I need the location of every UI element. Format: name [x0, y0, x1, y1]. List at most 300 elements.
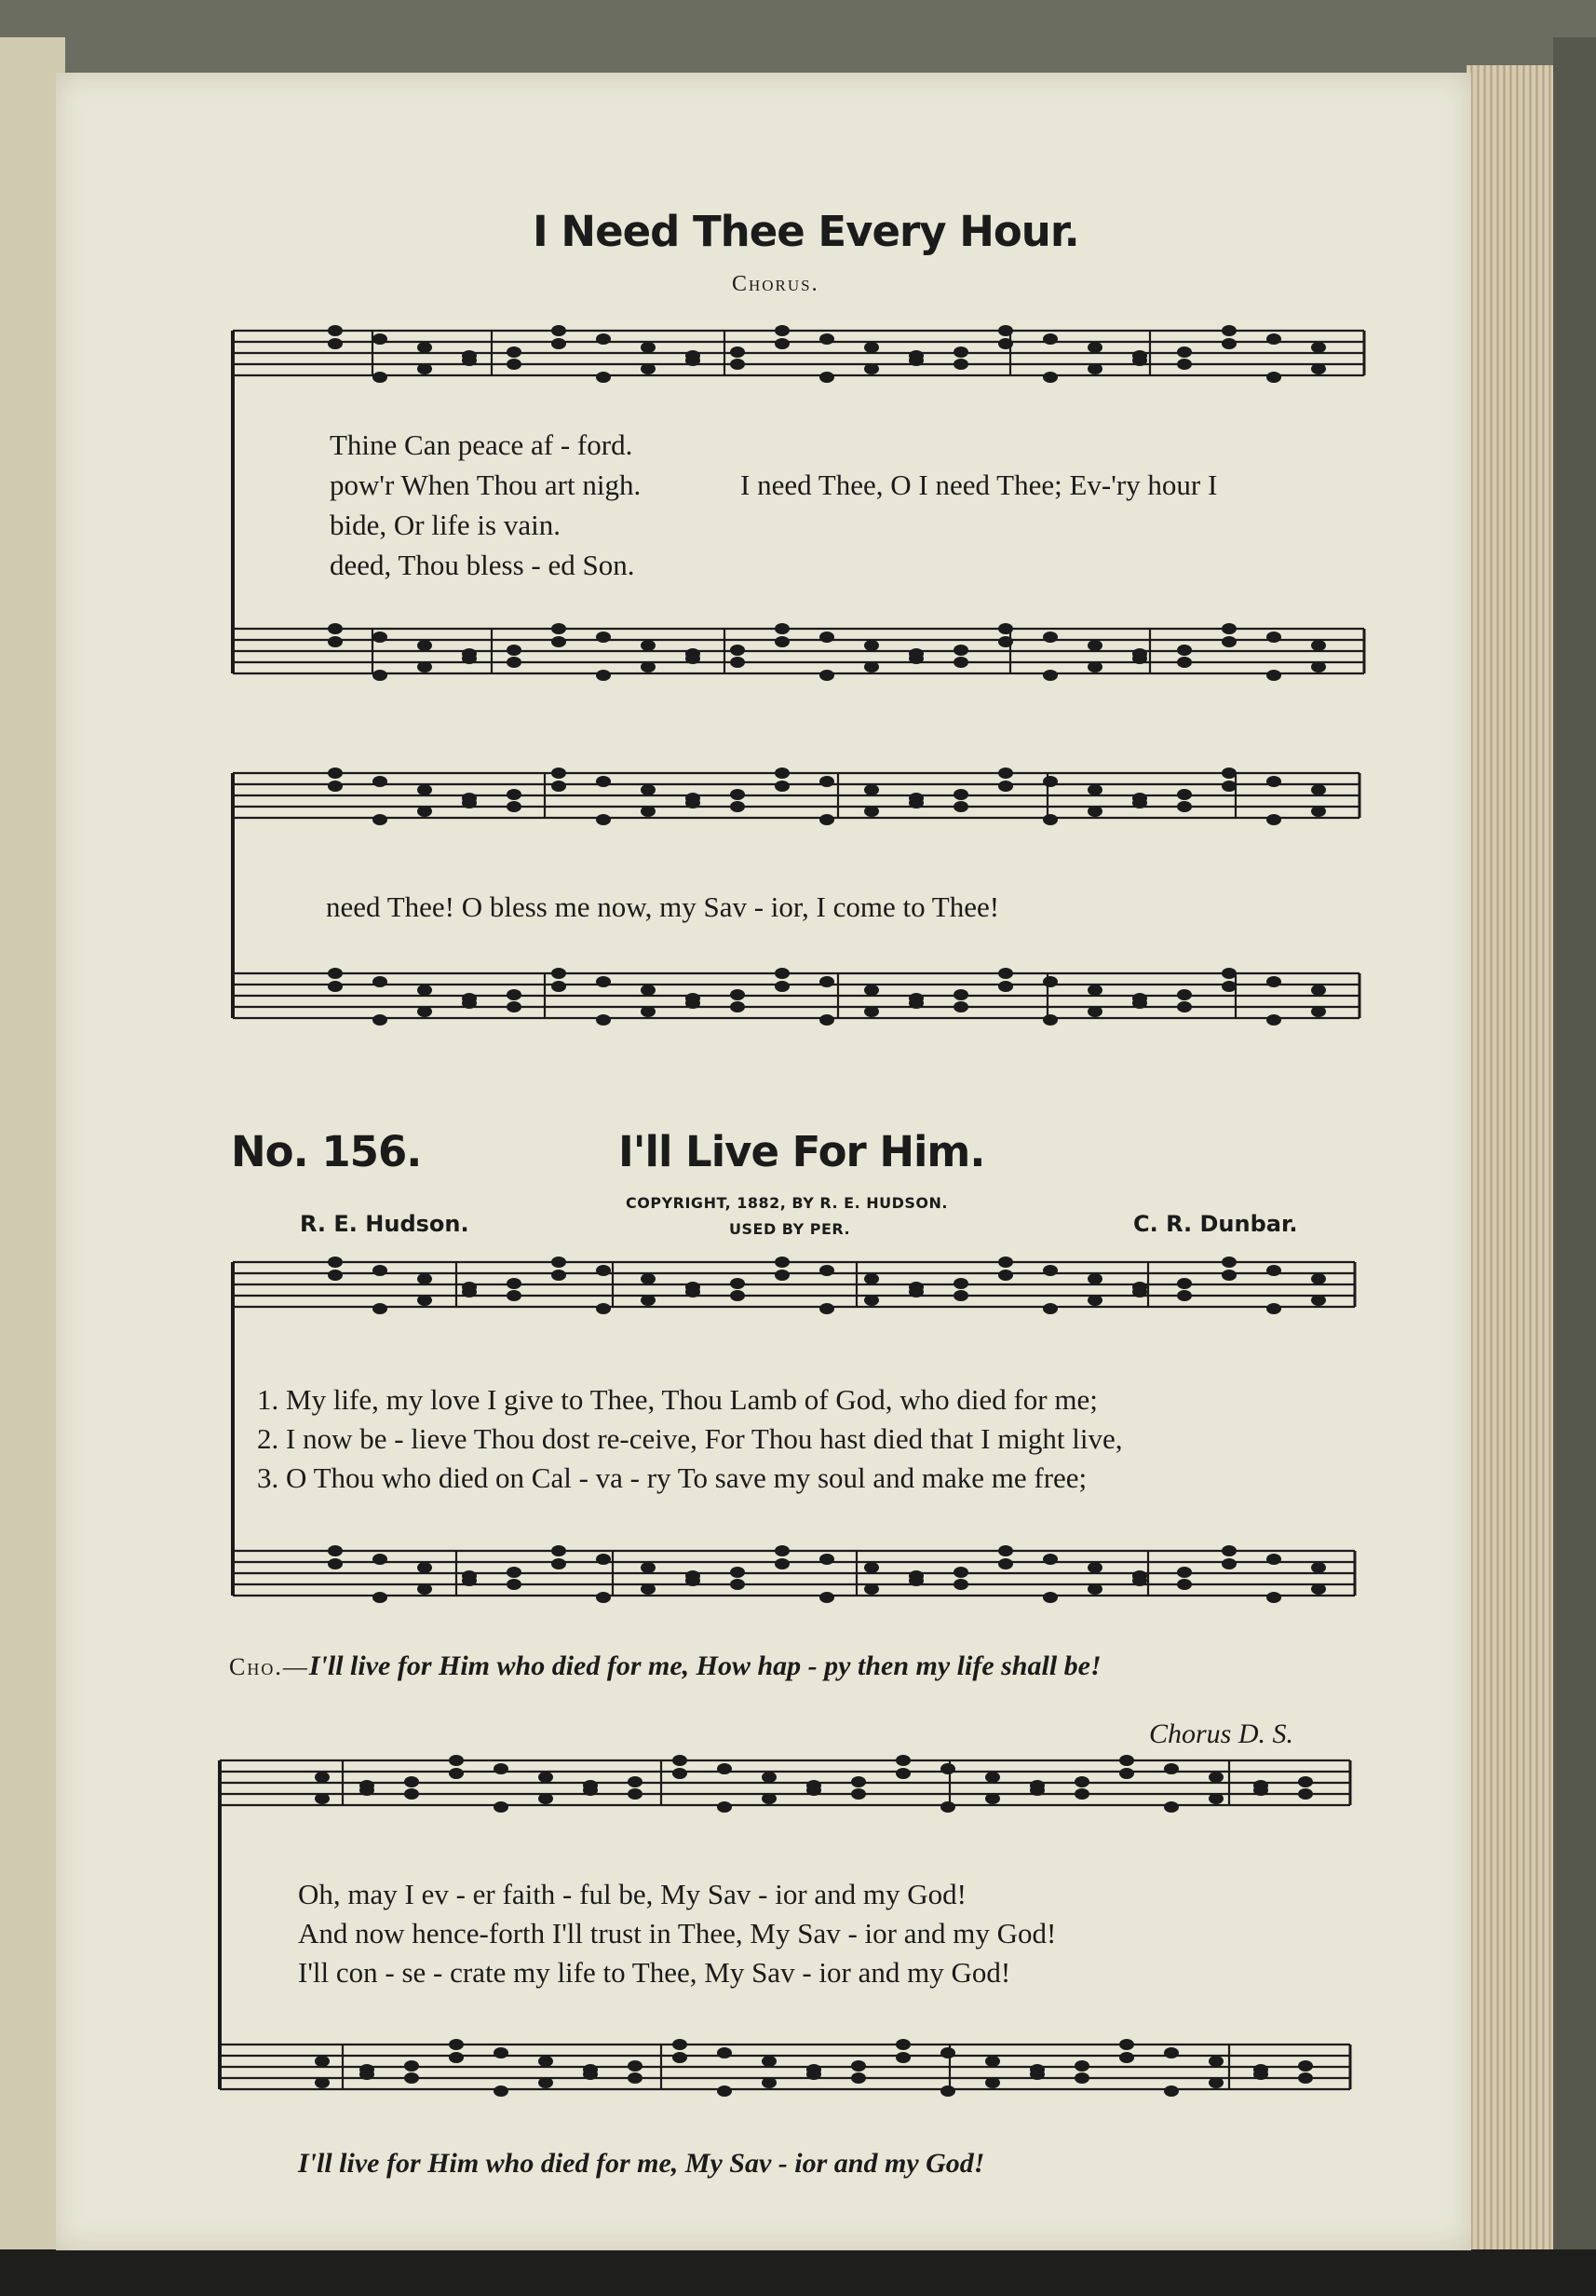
hymn1-chorus-label: Chorus.	[732, 272, 819, 296]
note-head	[1222, 338, 1237, 349]
note-head	[583, 1785, 598, 1796]
note-head	[851, 2072, 866, 2084]
note-head	[1177, 1001, 1192, 1012]
note-head	[1043, 372, 1058, 383]
note-head	[328, 1270, 343, 1281]
note-head	[507, 801, 521, 812]
note-head	[328, 968, 343, 979]
note-head	[641, 784, 656, 795]
note-head	[596, 1303, 611, 1314]
hymn1-verse-line: deed, Thou bless - ed Son.	[330, 549, 635, 581]
note-head	[998, 981, 1013, 992]
note-head	[1298, 1788, 1313, 1800]
note-head	[864, 342, 879, 353]
note-head	[954, 801, 968, 812]
note-head	[372, 372, 387, 383]
note-head	[1043, 632, 1058, 643]
note-head	[538, 1793, 553, 1804]
note-head	[775, 338, 790, 349]
note-head	[685, 797, 700, 808]
note-head	[1088, 1295, 1102, 1306]
note-head	[1043, 1554, 1058, 1565]
note-head	[641, 1562, 656, 1573]
note-head	[909, 355, 924, 366]
note-head	[507, 645, 521, 656]
note-head	[1043, 1592, 1058, 1603]
note-head	[1088, 784, 1102, 795]
hymn1-verse-line: Thine Can peace af - ford.	[330, 428, 633, 461]
note-head	[372, 1265, 387, 1276]
note-head	[1222, 1270, 1237, 1281]
note-head	[596, 670, 611, 681]
note-head	[551, 768, 566, 779]
note-head	[538, 2056, 553, 2067]
note-head	[685, 355, 700, 366]
note-head	[315, 1772, 330, 1783]
note-head	[717, 2085, 732, 2097]
note-head	[1132, 998, 1147, 1009]
note-head	[1222, 325, 1237, 336]
note-head	[998, 636, 1013, 647]
note-head	[462, 1575, 477, 1586]
note-head	[449, 2039, 464, 2050]
note-head	[1132, 1286, 1147, 1297]
note-head	[1075, 2072, 1089, 2084]
note-head	[507, 1290, 521, 1301]
note-head	[940, 1763, 955, 1774]
note-head	[1266, 976, 1281, 987]
note-head	[1088, 1583, 1102, 1595]
note-head	[417, 784, 432, 795]
note-head	[1266, 1592, 1281, 1603]
note-head	[417, 1562, 432, 1573]
note-head	[1043, 776, 1058, 787]
note-head	[998, 781, 1013, 792]
note-head	[819, 670, 834, 681]
note-head	[507, 1001, 521, 1012]
note-head	[985, 1793, 1000, 1804]
hymn2-composer: R. E. Hudson.	[300, 1211, 469, 1237]
note-head	[998, 1545, 1013, 1556]
note-head	[1311, 784, 1326, 795]
note-head	[551, 623, 566, 634]
note-head	[909, 797, 924, 808]
note-head	[641, 363, 656, 374]
note-head	[998, 1558, 1013, 1569]
note-head	[1088, 661, 1102, 672]
note-head	[1222, 1558, 1237, 1569]
note-head	[717, 1801, 732, 1813]
hymn1-verse-line: pow'r When Thou art nigh.	[330, 469, 642, 501]
note-head	[328, 325, 343, 336]
note-head	[954, 1001, 968, 1012]
hymn2-verse-3: 3. O Thou who died on Cal - va - ry To save my soul and make me free;	[257, 1461, 1088, 1494]
note-head	[1311, 342, 1326, 353]
note-head	[596, 814, 611, 825]
note-head	[954, 989, 968, 1000]
note-head	[819, 1554, 834, 1565]
note-head	[1177, 645, 1192, 656]
note-head	[909, 1286, 924, 1297]
note-head	[1043, 670, 1058, 681]
note-head	[494, 1801, 508, 1813]
note-head	[775, 325, 790, 336]
note-head	[909, 1575, 924, 1586]
note-head	[417, 1273, 432, 1284]
note-head	[328, 1257, 343, 1268]
note-head	[1177, 1567, 1192, 1578]
note-head	[896, 2052, 911, 2063]
hymn2-refrain-2: And now hence-forth I'll trust in Thee, My Sav - ior and my God!	[298, 1917, 1057, 1950]
note-head	[315, 2077, 330, 2088]
note-head	[954, 1290, 968, 1301]
note-head	[1266, 1554, 1281, 1565]
note-head	[864, 661, 879, 672]
note-head	[730, 801, 745, 812]
note-head	[998, 1257, 1013, 1268]
note-head	[641, 1273, 656, 1284]
note-head	[1311, 640, 1326, 651]
note-head	[462, 355, 477, 366]
note-head	[1177, 1290, 1192, 1301]
note-head	[641, 640, 656, 651]
note-head	[1177, 346, 1192, 358]
hymn2-verse-1: 1. My life, my love I give to Thee, Thou Lamb of God, who died for me;	[257, 1383, 1098, 1416]
note-head	[1253, 1785, 1268, 1796]
note-head	[985, 2056, 1000, 2067]
note-head	[730, 1290, 745, 1301]
note-head	[641, 985, 656, 996]
note-head	[1088, 342, 1102, 353]
note-head	[819, 372, 834, 383]
hymn1-chorus-line: I need Thee, O I need Thee; Ev-'ry hour I	[740, 469, 1218, 501]
note-head	[775, 981, 790, 992]
hymn2-chorus-text	[229, 1651, 1102, 1682]
note-head	[1266, 1265, 1281, 1276]
note-head	[507, 1567, 521, 1578]
note-head	[328, 338, 343, 349]
note-head	[851, 1776, 866, 1787]
note-head	[730, 657, 745, 668]
note-head	[1222, 981, 1237, 992]
note-head	[507, 657, 521, 668]
note-head	[819, 1265, 834, 1276]
note-head	[1030, 2069, 1045, 2080]
note-head	[998, 1270, 1013, 1281]
note-head	[998, 768, 1013, 779]
note-head	[1088, 363, 1102, 374]
note-head	[417, 661, 432, 672]
hymn2-verse-2: 2. I now be - lieve Thou dost re-ceive, For Thou hast died that I might live,	[257, 1422, 1123, 1455]
note-head	[762, 2056, 777, 2067]
note-head	[596, 1554, 611, 1565]
note-head	[1266, 333, 1281, 345]
note-head	[641, 1295, 656, 1306]
note-head	[1132, 355, 1147, 366]
note-head	[775, 968, 790, 979]
note-head	[864, 640, 879, 651]
note-head	[1119, 1768, 1134, 1779]
note-head	[507, 989, 521, 1000]
note-head	[685, 653, 700, 664]
note-head	[551, 1257, 566, 1268]
note-head	[954, 359, 968, 370]
note-head	[672, 1768, 687, 1779]
note-head	[1043, 1014, 1058, 1026]
note-head	[628, 2072, 642, 2084]
note-head	[1209, 1793, 1224, 1804]
note-head	[730, 1278, 745, 1289]
note-head	[1132, 1575, 1147, 1586]
note-head	[672, 2039, 687, 2050]
note-head	[864, 1006, 879, 1017]
note-head	[940, 2085, 955, 2097]
note-head	[596, 1592, 611, 1603]
note-head	[641, 342, 656, 353]
note-head	[551, 981, 566, 992]
note-head	[507, 1579, 521, 1590]
note-head	[864, 784, 879, 795]
note-head	[685, 1575, 700, 1586]
note-head	[507, 1278, 521, 1289]
note-head	[1209, 2077, 1224, 2088]
note-head	[372, 1554, 387, 1565]
note-head	[730, 346, 745, 358]
note-head	[628, 1788, 642, 1800]
note-head	[1088, 806, 1102, 817]
note-head	[775, 781, 790, 792]
note-head	[1132, 797, 1147, 808]
note-head	[819, 1014, 834, 1026]
note-head	[954, 1278, 968, 1289]
note-head	[1164, 1763, 1179, 1774]
note-head	[1266, 372, 1281, 383]
note-head	[1088, 640, 1102, 651]
chorus-line: I'll live for Him who died for me, How hap - py then my life shall be!	[308, 1651, 1102, 1681]
note-head	[954, 645, 968, 656]
note-head	[864, 806, 879, 817]
note-head	[896, 1768, 911, 1779]
note-head	[985, 1772, 1000, 1783]
note-head	[940, 1801, 955, 1813]
note-head	[730, 359, 745, 370]
note-head	[1266, 632, 1281, 643]
note-head	[1043, 1303, 1058, 1314]
hymn2-used-by: USED BY PER.	[729, 1220, 851, 1238]
note-head	[641, 806, 656, 817]
note-head	[1209, 2056, 1224, 2067]
note-head	[954, 1567, 968, 1578]
note-head	[417, 1006, 432, 1017]
note-head	[1311, 661, 1326, 672]
note-head	[328, 768, 343, 779]
note-head	[762, 1772, 777, 1783]
note-head	[507, 346, 521, 358]
note-head	[551, 1545, 566, 1556]
note-head	[462, 1286, 477, 1297]
note-head	[775, 1270, 790, 1281]
note-head	[417, 363, 432, 374]
note-head	[641, 1006, 656, 1017]
note-head	[538, 1772, 553, 1783]
note-head	[404, 1776, 419, 1787]
note-head	[864, 1583, 879, 1595]
note-head	[775, 623, 790, 634]
note-head	[1177, 801, 1192, 812]
note-head	[462, 998, 477, 1009]
note-head	[1132, 653, 1147, 664]
note-head	[685, 998, 700, 1009]
note-head	[1119, 1755, 1134, 1766]
note-head	[1298, 1776, 1313, 1787]
note-head	[1222, 1257, 1237, 1268]
note-head	[596, 1014, 611, 1026]
note-head	[596, 333, 611, 345]
note-head	[1088, 1273, 1102, 1284]
note-head	[819, 814, 834, 825]
hymn2-author: C. R. Dunbar.	[1133, 1211, 1298, 1237]
note-head	[819, 1592, 834, 1603]
note-head	[449, 1768, 464, 1779]
note-head	[551, 1558, 566, 1569]
note-head	[372, 632, 387, 643]
note-head	[1311, 363, 1326, 374]
note-head	[1311, 1562, 1326, 1573]
note-head	[372, 1014, 387, 1026]
note-head	[1311, 1583, 1326, 1595]
note-head	[730, 645, 745, 656]
note-head	[417, 342, 432, 353]
note-head	[896, 1755, 911, 1766]
note-head	[551, 338, 566, 349]
note-head	[372, 776, 387, 787]
note-head	[806, 1785, 821, 1796]
note-head	[775, 768, 790, 779]
note-head	[1177, 1579, 1192, 1590]
note-head	[596, 1265, 611, 1276]
note-head	[1209, 1772, 1224, 1783]
note-head	[551, 781, 566, 792]
hymn2-number: No. 156.	[231, 1127, 422, 1176]
note-head	[328, 1545, 343, 1556]
note-head	[404, 1788, 419, 1800]
note-head	[1119, 2039, 1134, 2050]
note-head	[1298, 2060, 1313, 2072]
note-head	[1075, 2060, 1089, 2072]
note-head	[819, 1303, 834, 1314]
hymn2-title: I'll Live For Him.	[618, 1127, 985, 1176]
note-head	[494, 2085, 508, 2097]
note-head	[909, 653, 924, 664]
note-head	[1088, 1006, 1102, 1017]
note-head	[404, 2072, 419, 2084]
note-head	[730, 789, 745, 800]
note-head	[864, 1562, 879, 1573]
note-head	[1043, 976, 1058, 987]
note-head	[596, 976, 611, 987]
chorus-prefix: Cho.—	[229, 1653, 309, 1680]
note-head	[775, 1558, 790, 1569]
note-head	[1075, 1776, 1089, 1787]
note-head	[1119, 2052, 1134, 2063]
note-head	[417, 985, 432, 996]
hymn2-refrain-3: I'll con - se - crate my life to Thee, My Sav - ior and my God!	[298, 1956, 1011, 1989]
note-head	[998, 968, 1013, 979]
note-head	[954, 789, 968, 800]
note-head	[628, 2060, 642, 2072]
note-head	[819, 632, 834, 643]
note-head	[1266, 1014, 1281, 1026]
note-head	[1088, 1562, 1102, 1573]
note-head	[775, 1257, 790, 1268]
note-head	[628, 1776, 642, 1787]
note-head	[1311, 1006, 1326, 1017]
note-head	[1266, 670, 1281, 681]
note-head	[1222, 968, 1237, 979]
note-head	[1311, 806, 1326, 817]
note-head	[864, 1295, 879, 1306]
note-head	[507, 359, 521, 370]
note-head	[359, 1785, 374, 1796]
note-head	[864, 1273, 879, 1284]
note-head	[1222, 781, 1237, 792]
note-head	[1177, 789, 1192, 800]
note-head	[1043, 814, 1058, 825]
note-head	[551, 636, 566, 647]
note-head	[315, 1793, 330, 1804]
note-head	[1177, 1278, 1192, 1289]
note-head	[851, 1788, 866, 1800]
note-head	[1311, 985, 1326, 996]
note-head	[315, 2056, 330, 2067]
note-head	[954, 1579, 968, 1590]
note-head	[1177, 657, 1192, 668]
note-head	[730, 1001, 745, 1012]
chorus-ds: Chorus D. S.	[1149, 1719, 1294, 1749]
note-head	[762, 1793, 777, 1804]
note-head	[864, 985, 879, 996]
note-head	[1298, 2072, 1313, 2084]
note-head	[1164, 1801, 1179, 1813]
hymn2-refrain-1: Oh, may I ev - er faith - ful be, My Sav - ior and my God!	[298, 1878, 967, 1910]
note-head	[1043, 1265, 1058, 1276]
note-head	[954, 346, 968, 358]
note-head	[1088, 985, 1102, 996]
note-head	[1222, 623, 1237, 634]
note-head	[596, 776, 611, 787]
note-head	[1043, 333, 1058, 345]
note-head	[672, 1755, 687, 1766]
note-head	[372, 333, 387, 345]
note-head	[672, 2052, 687, 2063]
note-head	[730, 1579, 745, 1590]
note-head	[417, 806, 432, 817]
note-head	[449, 1755, 464, 1766]
note-head	[372, 1592, 387, 1603]
hymn2-final-line: I'll live for Him who died for me, My Sav - ior and my God!	[298, 2148, 985, 2179]
note-head	[372, 670, 387, 681]
note-head	[864, 363, 879, 374]
note-head	[940, 2047, 955, 2058]
note-head	[1311, 1295, 1326, 1306]
note-head	[462, 797, 477, 808]
note-head	[551, 325, 566, 336]
note-head	[328, 636, 343, 647]
hymn1-title: I Need Thee Every Hour.	[533, 207, 1079, 256]
note-head	[1253, 2069, 1268, 2080]
note-head	[685, 1286, 700, 1297]
note-head	[1075, 1788, 1089, 1800]
